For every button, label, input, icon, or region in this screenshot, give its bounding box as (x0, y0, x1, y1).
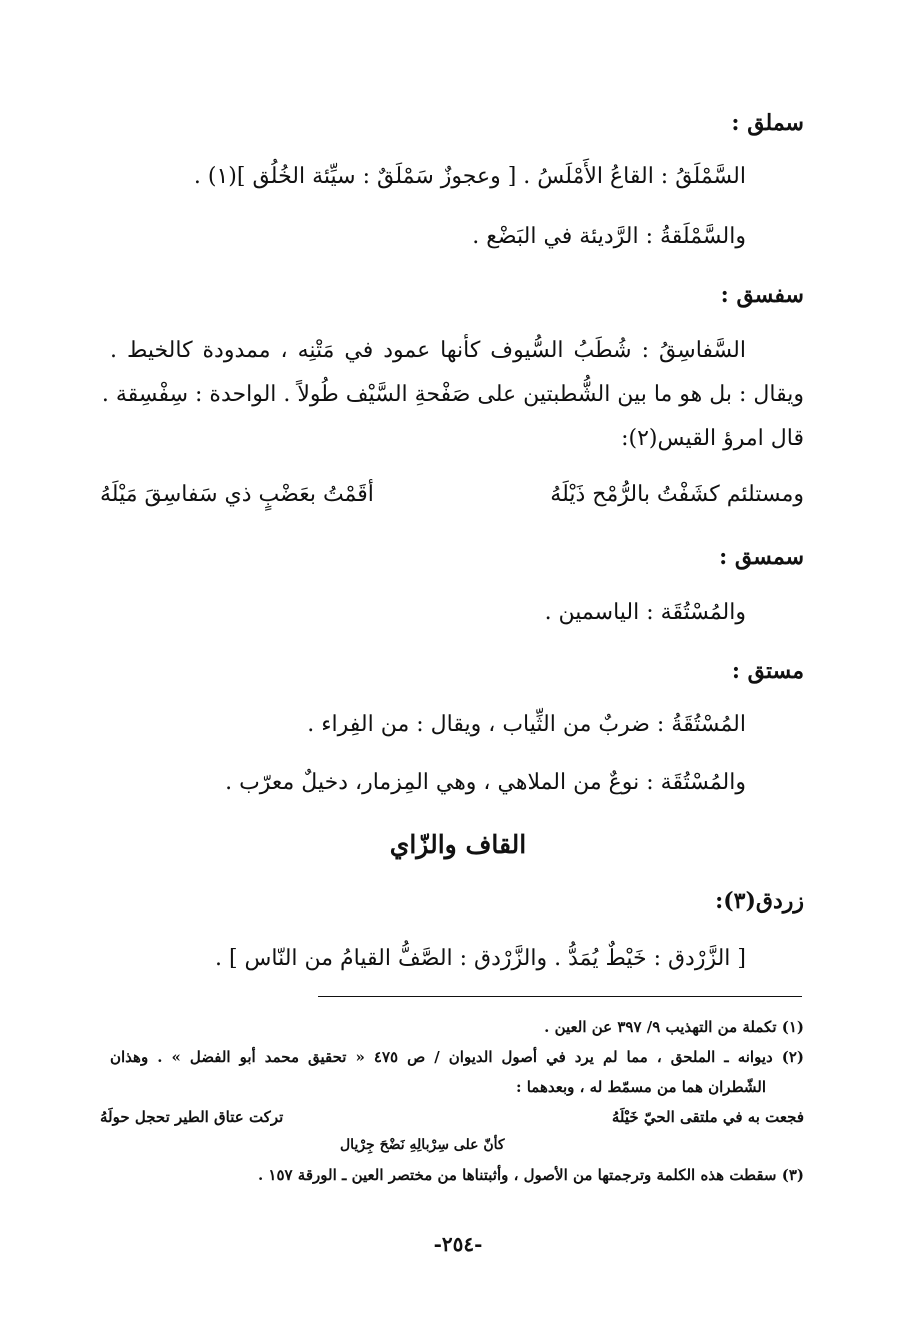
footnote-separator (318, 996, 802, 997)
entry-line: والمُسْتُقَة : الياسمين . (544, 600, 746, 625)
entry-line: السَّمْلَقُ : القاعُ الأَمْلَسُ . [ وعجوزٌ سَمْلَقٌ : سيِّئة الخُلُق ](١) . (193, 164, 746, 189)
page-number: -٢٥٤- (433, 1232, 483, 1256)
verse-hemistich-right: ومستلئم كشَفْتُ بالرُّمْح ذَيْلَهُ (550, 482, 804, 507)
entry-line: والسَّمْلَقةُ : الرَّديئة في البَضْع . (472, 224, 746, 249)
verse-hemistich-left: أقَمْتُ بعَضْبٍ ذي سَفاسِقَ مَيْلَهُ (100, 482, 374, 507)
entry-line: [ الزَّرْدق : خَيْطٌ يُمَدُّ . والزَّرْدق : الصَّفُّ القيامُ من النّاس ] . (214, 946, 746, 971)
entry-line: المُسْتُقَةُ : ضربٌ من الثِّياب ، ويقال : من الفِراء . (307, 712, 746, 737)
section-title: القاف والزّاي (389, 830, 527, 859)
entry-heading-zardaq: زردق(٣): (715, 888, 804, 914)
entry-heading-mustaq: مستق : (731, 658, 804, 684)
footnote-1: (١) تكملة من التهذيب ٩/ ٣٩٧ عن العين . (544, 1018, 804, 1036)
footnote-3: (٣) سقطت هذه الكلمة وترجمتها من الأصول ، وأثبتناها من مختصر العين ـ الورقة ١٥٧ . (257, 1166, 804, 1184)
entry-line: قال امرؤ القيس(٢): (621, 426, 804, 451)
entry-heading-samsaq: سمسق : (719, 544, 804, 570)
footnote-verse-second: كأنّ على سِرْبالِهِ نَضْحَ جِرْيال (340, 1137, 505, 1153)
entry-heading-samlaq: سملق : (731, 110, 804, 136)
entry-line: ويقال : بل هو ما بين الشُّطبتين على صَفْحةِ السَّيْف طُولاً . الواحدة : سِفْسِقة . (101, 382, 804, 407)
footnote-verse-left: تركت عتاق الطير تحجل حولَهُ (100, 1108, 284, 1126)
entry-line: السَّفاسِقُ : شُطَبُ السُّيوف كأنها عمود في مَتْنِه ، ممدودة كالخيط . (110, 338, 746, 363)
footnote-2-continued: الشّطران هما من مسمّط له ، وبعدهما : (515, 1078, 766, 1096)
footnote-verse-right: فجعت به في ملتقى الحيّ خَيْلَهُ (611, 1108, 804, 1126)
entry-heading-safsaq: سفسق : (720, 282, 804, 308)
entry-line: والمُسْتُقَة : نوعٌ من الملاهي ، وهي المِزمار، دخيلٌ معرّب . (225, 770, 746, 795)
footnote-2: (٢) ديوانه ـ الملحق ، مما لم يرد في أصول الديوان / ص ٤٧٥ « تحقيق محمد أبو الفضل » . وهذان (110, 1048, 804, 1066)
